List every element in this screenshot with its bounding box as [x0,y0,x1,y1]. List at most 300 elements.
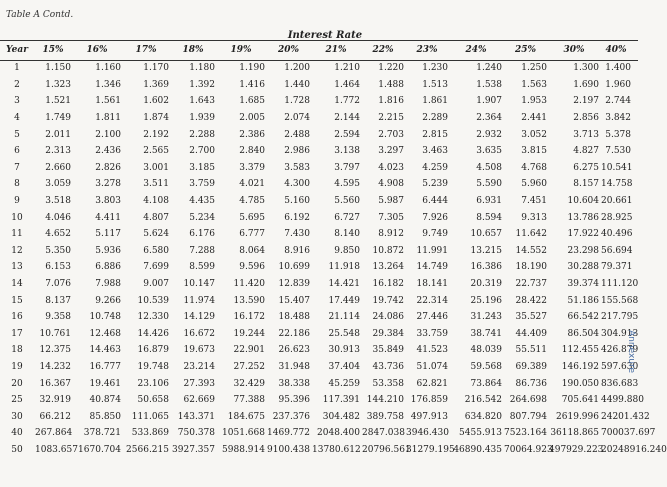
table-row [0,425,632,442]
value-cell: 43.736 [372,361,404,372]
value-cell: 146.192 [561,361,599,372]
value-cell: 1.392 [189,79,215,90]
value-cell: 9.596 [239,262,265,273]
value-cell: 3.297 [378,146,404,157]
value-cell: 1.180 [189,63,215,74]
value-cell: 10.761 [39,328,71,339]
value-cell: 111.065 [131,411,169,422]
value-cell: 36118.865 [550,428,599,439]
value-cell: 3.278 [95,179,121,190]
value-cell: 3946.430 [406,428,449,439]
value-cell: 38.338 [278,378,310,389]
value-cell: 176.859 [410,395,448,406]
column-header-rate: 22% [372,45,394,55]
value-cell: 14.421 [328,279,360,290]
value-cell: 2.932 [476,129,502,140]
value-cell: 12.375 [39,345,71,356]
value-cell: 836.683 [601,378,639,389]
value-cell: 4.435 [189,196,215,207]
value-cell: 14.749 [416,262,448,273]
value-cell: 2.744 [605,96,631,107]
value-cell: 22.737 [515,279,547,290]
value-cell: 35.849 [372,345,404,356]
value-cell: 155.568 [601,295,639,306]
value-cell: 304.913 [601,328,639,339]
value-cell: 8.157 [573,179,599,190]
value-cell: 267.864 [35,428,73,439]
value-cell: 190.050 [561,378,599,389]
value-cell: 30.913 [328,345,360,356]
year-cell: 50 [11,444,23,455]
value-cell: 53.358 [372,378,404,389]
value-cell: 2.826 [95,162,121,173]
value-cell: 17.449 [328,295,360,306]
value-cell: 19.742 [372,295,404,306]
value-cell: 17.922 [567,229,599,240]
value-cell: 4.595 [334,179,360,190]
value-cell: 5.695 [239,212,265,223]
table-row [0,259,632,276]
value-cell: 70064.923 [504,444,553,455]
value-cell: 12.468 [89,328,121,339]
value-cell: 3.842 [605,113,631,124]
value-cell: 1.602 [143,96,169,107]
year-cell: 20 [11,378,23,389]
value-cell: 1.200 [284,63,310,74]
year-cell: 15 [11,295,23,306]
value-cell: 66.212 [39,411,71,422]
value-cell: 19.461 [89,378,121,389]
table-row [0,60,632,77]
value-cell: 304.482 [322,411,360,422]
value-cell: 3.059 [45,179,71,190]
value-cell: 44.409 [515,328,547,339]
value-cell: 2.192 [143,129,169,140]
value-cell: 2.700 [189,146,215,157]
value-cell: 13780.612 [312,444,361,455]
value-cell: 1.440 [284,79,310,90]
table-row [0,243,632,260]
year-cell: 11 [11,229,23,240]
year-cell: 25 [11,395,23,406]
value-cell: 3.052 [521,129,547,140]
value-cell: 184.675 [227,411,265,422]
value-cell: 13.215 [470,245,502,256]
value-cell: 13.264 [372,262,404,273]
value-cell: 62.821 [416,378,448,389]
value-cell: 95.396 [278,395,310,406]
table-row [0,276,632,293]
value-cell: 6.275 [573,162,599,173]
table-row [0,359,632,376]
value-cell: 2.441 [521,113,547,124]
value-cell: 69.389 [515,361,547,372]
year-cell: 30 [11,411,23,422]
column-header-rate: 16% [86,45,108,55]
value-cell: 5988.914 [222,444,265,455]
value-cell: 62.669 [183,395,215,406]
value-cell: 7523.164 [504,428,547,439]
value-cell: 3.379 [239,162,265,173]
year-cell: 19 [11,361,23,372]
column-header-rate: 15% [42,45,64,55]
value-cell: 28.422 [515,295,547,306]
value-cell: 9.358 [45,312,71,323]
value-cell: 2.856 [573,113,599,124]
value-cell: 2.215 [378,113,404,124]
value-cell: 4.768 [521,162,547,173]
value-cell: 6.886 [95,262,121,273]
value-cell: 4.908 [378,179,404,190]
column-header-rate: 19% [230,45,252,55]
value-cell: 237.376 [272,411,310,422]
value-cell: 2.488 [284,129,310,140]
column-header-rate: 21% [325,45,347,55]
table-row [0,326,632,343]
value-cell: 3.797 [334,162,360,173]
value-cell: 4.807 [143,212,169,223]
value-cell: 3.583 [284,162,310,173]
value-cell: 3.001 [143,162,169,173]
value-cell: 7.988 [95,279,121,290]
value-cell: 4.046 [45,212,71,223]
table-row [0,93,632,110]
value-cell: 4.827 [573,146,599,157]
value-cell: 1.874 [143,113,169,124]
value-cell: 23.106 [137,378,169,389]
year-cell: 1 [14,63,20,74]
value-cell: 51.074 [416,361,448,372]
value-cell: 1.685 [239,96,265,107]
value-cell: 1.772 [334,96,360,107]
value-cell: 112.455 [561,345,599,356]
value-cell: 4.411 [95,212,121,223]
year-cell: 16 [11,312,23,323]
value-cell: 1469.772 [267,428,310,439]
value-cell: 19.673 [183,345,215,356]
value-cell: 1.749 [45,113,71,124]
value-cell: 85.850 [89,411,121,422]
value-cell: 20248916.240 [601,444,667,455]
value-cell: 45.259 [328,378,360,389]
value-cell: 8.064 [239,245,265,256]
value-cell: 6.580 [143,245,169,256]
value-cell: 6.192 [284,212,310,223]
value-cell: 2.436 [95,146,121,157]
value-cell: 5.239 [422,179,448,190]
column-header-rate: 25% [514,45,537,55]
value-cell: 51.186 [567,295,599,306]
value-cell: 86.504 [567,328,599,339]
value-cell: 2847.038 [362,428,405,439]
value-cell: 807.794 [509,411,547,422]
value-cell: 28.925 [601,212,633,223]
value-cell: 2.986 [284,146,310,157]
value-cell: 1083.657 [35,444,78,455]
value-cell: 14.552 [515,245,547,256]
value-cell: 14.129 [183,312,215,323]
value-cell: 5.590 [476,179,502,190]
value-cell: 2048.400 [317,428,360,439]
value-cell: 8.140 [334,229,360,240]
column-header-rate: 24% [465,45,487,55]
value-cell: 2.313 [45,146,71,157]
value-cell: 2.288 [189,129,215,140]
value-cell: 55.511 [515,345,547,356]
value-cell: 2.144 [334,113,360,124]
value-cell: 25.548 [328,328,360,339]
value-cell: 5.560 [334,196,360,207]
value-cell: 13.590 [233,295,265,306]
table-row [0,375,632,392]
value-cell: 31.948 [278,361,310,372]
value-cell: 6.727 [334,212,360,223]
table-row [0,309,632,326]
table-row [0,176,632,193]
year-cell: 17 [11,328,23,339]
column-header-rate: 30% [563,45,585,55]
value-cell: 389.758 [366,411,404,422]
value-cell: 18.488 [278,312,310,323]
value-cell: 3.511 [143,179,169,190]
value-cell: 30.288 [567,262,599,273]
value-cell: 5.960 [521,179,547,190]
year-cell: 5 [14,129,20,140]
value-cell: 3.138 [334,146,360,157]
value-cell: 2.594 [334,129,360,140]
value-cell: 2.074 [284,113,310,124]
table-body [0,60,667,458]
value-cell: 6.176 [189,229,215,240]
value-cell: 1.369 [143,79,169,90]
value-cell: 8.137 [45,295,71,306]
value-cell: 23.298 [567,245,599,256]
value-cell: 48.039 [470,345,502,356]
table-row [0,442,632,459]
value-cell: 4.652 [45,229,71,240]
value-cell: 12.839 [278,279,310,290]
value-cell: 3.185 [189,162,215,173]
value-cell: 1.240 [476,63,502,74]
value-cell: 19.244 [233,328,265,339]
value-cell: 40.874 [89,395,121,406]
value-cell: 2.100 [95,129,121,140]
value-cell: 22.901 [233,345,265,356]
value-cell: 10.872 [372,245,404,256]
value-cell: 8.594 [476,212,502,223]
table-row [0,342,632,359]
value-cell: 73.864 [470,378,502,389]
value-cell: 27.446 [416,312,448,323]
value-cell: 111.120 [601,279,639,290]
value-cell: 86.736 [515,378,547,389]
value-cell: 1.210 [334,63,360,74]
value-cell: 9.266 [95,295,121,306]
value-cell: 497.913 [410,411,448,422]
value-cell: 10.539 [137,295,169,306]
value-cell: 39.374 [567,279,599,290]
value-cell: 2.005 [239,113,265,124]
value-cell: 1.230 [422,63,448,74]
column-header-rate: 23% [416,45,438,55]
value-cell: 10.147 [183,279,215,290]
value-cell: 5.987 [378,196,404,207]
value-cell: 1.250 [521,63,547,74]
value-cell: 6.444 [422,196,448,207]
value-cell: 16.367 [39,378,71,389]
value-cell: 33.759 [416,328,448,339]
value-cell: 1.690 [573,79,599,90]
value-cell: 1.170 [143,63,169,74]
value-cell: 5455.913 [459,428,502,439]
value-cell: 597.630 [601,361,639,372]
column-header-rate: 18% [182,45,204,55]
value-cell: 5.117 [95,229,121,240]
value-cell: 1.150 [45,63,71,74]
value-cell: 3.759 [189,179,215,190]
value-cell: 7.430 [284,229,310,240]
table-caption: Table A Contd. [6,10,74,20]
value-cell: 5.936 [95,245,121,256]
value-cell: 1.400 [605,63,631,74]
year-cell: 8 [14,179,20,190]
value-cell: 8.599 [189,262,215,273]
column-header-year: Year [6,45,28,55]
value-cell: 264.698 [509,395,547,406]
value-cell: 2.011 [45,129,71,140]
value-cell: 1.464 [334,79,360,90]
value-cell: 13.786 [567,212,599,223]
value-cell: 3.463 [422,146,448,157]
value-cell: 9100.438 [267,444,310,455]
value-cell: 1.907 [476,96,502,107]
value-cell: 144.210 [366,395,404,406]
value-cell: 700037.697 [601,428,656,439]
value-cell: 378.721 [83,428,121,439]
value-cell: 24.086 [372,312,404,323]
table-row [0,209,632,226]
value-cell: 27.252 [233,361,265,372]
value-cell: 5.350 [45,245,71,256]
value-cell: 1.561 [95,96,121,107]
value-cell: 3.815 [521,146,547,157]
value-cell: 7.305 [378,212,404,223]
value-cell: 38.741 [470,328,502,339]
year-cell: 6 [14,146,20,157]
table-row [0,408,632,425]
value-cell: 11.991 [416,245,448,256]
value-cell: 14.463 [89,345,121,356]
value-cell: 12.330 [137,312,169,323]
table-row [0,126,632,143]
side-label: Annexure [626,330,636,374]
value-cell: 1.190 [239,63,265,74]
value-cell: 14.426 [137,328,169,339]
interest-table [0,40,667,458]
value-cell: 1.939 [189,113,215,124]
value-cell: 1.488 [378,79,404,90]
value-cell: 2566.215 [126,444,169,455]
value-cell: 143.371 [177,411,215,422]
value-cell: 216.542 [464,395,502,406]
year-cell: 2 [14,79,20,90]
value-cell: 497929.223 [549,444,604,455]
value-cell: 7.076 [45,279,71,290]
value-cell: 1.861 [422,96,448,107]
value-cell: 35.527 [515,312,547,323]
value-cell: 1670.704 [78,444,121,455]
value-cell: 37.404 [328,361,360,372]
value-cell: 7.288 [189,245,215,256]
value-cell: 20.319 [470,279,502,290]
year-cell: 7 [14,162,20,173]
value-cell: 16.672 [183,328,215,339]
value-cell: 2.364 [476,113,502,124]
value-cell: 1.538 [476,79,502,90]
table-row [0,143,632,160]
year-cell: 40 [11,428,23,439]
value-cell: 11.642 [515,229,547,240]
column-header-rate: 17% [135,45,157,55]
value-cell: 9.850 [334,245,360,256]
value-cell: 5.378 [605,129,631,140]
value-cell: 3.635 [476,146,502,157]
value-cell: 7.926 [422,212,448,223]
interest-rate-header: Interest Rate [287,30,363,41]
value-cell: 77.388 [233,395,265,406]
value-cell: 4.508 [476,162,502,173]
value-cell: 18.141 [416,279,448,290]
value-cell: 10.748 [89,312,121,323]
value-cell: 6.777 [239,229,265,240]
value-cell: 4.108 [143,196,169,207]
value-cell: 1.960 [605,79,631,90]
value-cell: 1.816 [378,96,404,107]
value-cell: 10.699 [278,262,310,273]
value-cell: 1.160 [95,63,121,74]
value-cell: 14.232 [39,361,71,372]
value-cell: 2619.996 [556,411,599,422]
value-cell: 10.657 [470,229,502,240]
value-cell: 1.220 [378,63,404,74]
value-cell: 4.023 [378,162,404,173]
value-cell: 4.021 [239,179,265,190]
value-cell: 16.879 [137,345,169,356]
value-cell: 1.346 [95,79,121,90]
year-cell: 9 [14,196,20,207]
table-row [0,77,632,94]
value-cell: 9.749 [422,229,448,240]
value-cell: 7.699 [143,262,169,273]
value-cell: 3.803 [95,196,121,207]
value-cell: 117.391 [322,395,360,406]
value-cell: 2.565 [143,146,169,157]
value-cell: 29.384 [372,328,404,339]
value-cell: 2.703 [378,129,404,140]
value-cell: 1.416 [239,79,265,90]
value-cell: 634.820 [464,411,502,422]
value-cell: 2.289 [422,113,448,124]
value-cell: 1.563 [521,79,547,90]
value-cell: 2.815 [422,129,448,140]
value-cell: 1.811 [95,113,121,124]
value-cell: 20.661 [601,196,633,207]
year-cell: 12 [11,245,23,256]
value-cell: 8.916 [284,245,310,256]
value-cell: 6.153 [45,262,71,273]
value-cell: 4.785 [239,196,265,207]
value-cell: 3.713 [573,129,599,140]
